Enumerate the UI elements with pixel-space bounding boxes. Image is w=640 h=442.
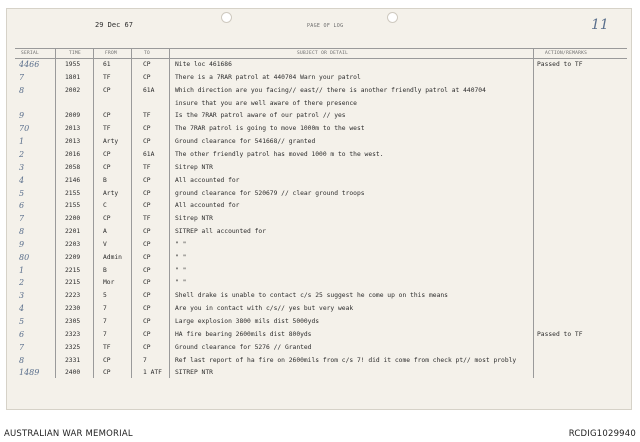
cell-detail: Sitrep NTR — [175, 163, 213, 171]
cell-detail: Nite loc 461686 — [175, 61, 232, 68]
cell-serial: 6 — [19, 201, 25, 211]
cell-time: 2146 — [65, 176, 81, 184]
col-header-to: TO — [144, 51, 151, 56]
cell-from: 7 — [103, 318, 107, 325]
cell-from: Arty — [103, 138, 119, 146]
cell-serial: 7 — [19, 214, 25, 224]
cell-time: 1955 — [65, 61, 81, 68]
cell-to: CP — [143, 330, 151, 338]
cell-time: 2223 — [65, 292, 81, 300]
cell-time: 2002 — [65, 86, 81, 94]
cell-time: 2201 — [65, 228, 81, 236]
cell-detail: Shell drake is unable to contact c/s 25 suggest he come up on this means — [175, 292, 448, 300]
cell-serial: 4 — [19, 304, 25, 314]
cell-to: CP — [143, 266, 151, 274]
cell-to: CP — [143, 292, 151, 300]
cell-from: CP — [103, 369, 111, 377]
cell-to: CP — [143, 240, 151, 248]
cell-detail: " " — [175, 253, 187, 261]
cell-time: 2323 — [65, 330, 81, 338]
cell-from: CP — [103, 112, 111, 120]
cell-time: 1801 — [65, 73, 81, 81]
footer-left: AUSTRALIAN WAR MEMORIAL — [4, 429, 133, 439]
cell-detail: Are you in contact with c/s// yes but very weak — [175, 305, 354, 313]
cell-to: TF — [143, 112, 151, 120]
cell-serial: 3 — [19, 162, 25, 172]
log-sheet — [6, 8, 632, 410]
cell-to: 1 ATF — [143, 369, 162, 377]
cell-detail: SITREP all accounted for — [175, 228, 266, 236]
cell-time: 2215 — [65, 279, 81, 287]
cell-detail: Is the 7RAR patrol aware of our patrol // yes — [175, 112, 346, 120]
cell-to: CP — [143, 305, 151, 313]
cell-detail: " " — [175, 266, 187, 274]
cell-time: 2013 — [65, 125, 81, 133]
cell-from: Arty — [103, 189, 119, 197]
cell-from: 7 — [103, 330, 107, 338]
cell-serial: 6 — [19, 329, 25, 339]
cell-serial: 7 — [19, 72, 25, 82]
col-header-time: TIME — [69, 51, 82, 56]
cell-serial: 80 — [19, 252, 30, 262]
cell-from: Mor — [103, 279, 115, 287]
page-label: PAGE OF LOG — [307, 23, 344, 29]
cell-serial: 7 — [19, 342, 25, 352]
cell-detail: All accounted for — [175, 202, 240, 210]
cell-to: CP — [143, 228, 151, 236]
cell-time: 2331 — [65, 356, 81, 364]
cell-time: 2013 — [65, 138, 81, 146]
cell-serial: 1 — [19, 137, 25, 147]
cell-detail: There is a 7RAR patrol at 440704 Warn your patrol — [175, 73, 361, 81]
cell-detail: insure that you are well aware of there presence — [175, 99, 357, 107]
cell-detail: The 7RAR patrol is going to move 1000m to the west — [175, 125, 365, 133]
cell-time: 2215 — [65, 266, 81, 274]
cell-time: 2155 — [65, 189, 81, 197]
cell-serial: 8 — [19, 355, 25, 365]
cell-detail: Ground clearance for 541668// granted — [175, 138, 316, 146]
column-divider — [533, 48, 534, 378]
cell-from: TF — [103, 73, 111, 81]
header-rule-top — [15, 48, 627, 49]
column-divider — [169, 48, 170, 378]
cell-time: 2203 — [65, 240, 81, 248]
cell-time: 2209 — [65, 253, 81, 261]
cell-from: TF — [103, 343, 111, 351]
cell-from: C — [103, 202, 107, 210]
cell-serial: 3 — [19, 291, 25, 301]
cell-serial: 1 — [19, 265, 25, 275]
cell-to: 61A — [143, 86, 155, 94]
cell-detail: " " — [175, 279, 187, 287]
cell-detail: Ref last report of ha fire on 2600mils from c/s 7! did it come from check pt// most probly — [175, 356, 517, 364]
cell-to: CP — [143, 318, 151, 325]
cell-time: 2016 — [65, 150, 81, 158]
header-rule-bottom — [15, 58, 627, 59]
cell-to: CP — [143, 125, 151, 133]
cell-from: CP — [103, 356, 111, 364]
cell-serial: 5 — [19, 188, 25, 198]
log-date: 29 Dec 67 — [95, 21, 133, 29]
cell-to: CP — [143, 189, 151, 197]
cell-to: CP — [143, 253, 151, 261]
cell-detail: Large explosion 3800 mils dist 5000yds — [175, 318, 320, 325]
cell-detail: HA fire bearing 2600mils dist 800yds — [175, 330, 312, 338]
cell-to: TF — [143, 215, 151, 223]
column-divider — [131, 48, 132, 378]
cell-to: CP — [143, 73, 151, 81]
cell-from: 5 — [103, 292, 107, 300]
cell-from: 7 — [103, 305, 107, 313]
col-header-subject: SUBJECT OR DETAIL — [297, 51, 349, 56]
cell-serial: 2 — [19, 149, 25, 159]
cell-serial: 70 — [19, 124, 30, 134]
col-header-from: FROM — [105, 51, 118, 56]
cell-detail: ground clearance for 520679 // clear ground troops — [175, 189, 365, 197]
cell-time: 2325 — [65, 343, 81, 351]
col-header-action: ACTION/REMARKS — [545, 51, 588, 56]
cell-time: 2230 — [65, 305, 81, 313]
cell-serial: 9 — [19, 111, 25, 121]
cell-to: CP — [143, 202, 151, 210]
cell-to: CP — [143, 61, 151, 68]
cell-from: 61 — [103, 61, 111, 68]
cell-serial: 4 — [19, 175, 25, 185]
column-divider — [93, 48, 94, 378]
cell-time: 2400 — [65, 369, 81, 377]
cell-to: CP — [143, 138, 151, 146]
cell-to: 7 — [143, 356, 147, 364]
cell-from: CP — [103, 163, 111, 171]
cell-to: CP — [143, 343, 151, 351]
cell-serial: 5 — [19, 317, 25, 326]
cell-action: Passed to TF — [537, 61, 583, 68]
cell-to: 61A — [143, 150, 155, 158]
page-number: 11 — [591, 17, 609, 33]
cell-to: CP — [143, 279, 151, 287]
cell-to: CP — [143, 176, 151, 184]
cell-serial: 4466 — [19, 60, 40, 69]
footer-right: RCDIG1029940 — [568, 429, 636, 439]
cell-from: B — [103, 176, 107, 184]
cell-detail: SITREP NTR — [175, 369, 213, 377]
cell-serial: 1489 — [19, 368, 40, 378]
cell-time: 2305 — [65, 318, 81, 325]
cell-detail: Sitrep NTR — [175, 215, 213, 223]
cell-detail: " " — [175, 240, 187, 248]
cell-serial: 9 — [19, 239, 25, 249]
punch-hole — [221, 12, 232, 23]
cell-action: Passed to TF — [537, 330, 583, 338]
cell-from: CP — [103, 150, 111, 158]
cell-time: 2200 — [65, 215, 81, 223]
cell-time: 2009 — [65, 112, 81, 120]
cell-serial: 8 — [19, 85, 25, 95]
column-divider — [55, 48, 56, 378]
cell-from: Admin — [103, 253, 122, 261]
cell-detail: Which direction are you facing// east// there is another friendly patrol at 440704 — [175, 86, 486, 94]
cell-serial: 2 — [19, 278, 25, 288]
cell-from: TF — [103, 125, 111, 133]
cell-from: CP — [103, 86, 111, 94]
cell-time: 2058 — [65, 163, 81, 171]
cell-from: B — [103, 266, 107, 274]
cell-detail: All accounted for — [175, 176, 240, 184]
cell-serial: 8 — [19, 227, 25, 237]
cell-to: TF — [143, 163, 151, 171]
cell-from: V — [103, 240, 107, 248]
cell-detail: The other friendly patrol has moved 1000 m to the west. — [175, 150, 384, 158]
cell-detail: Ground clearance for 5276 // Granted — [175, 343, 312, 351]
cell-time: 2155 — [65, 202, 81, 210]
punch-hole — [387, 12, 398, 23]
col-header-serial: SERIAL — [21, 51, 40, 56]
cell-from: CP — [103, 215, 111, 223]
cell-from: A — [103, 228, 107, 236]
